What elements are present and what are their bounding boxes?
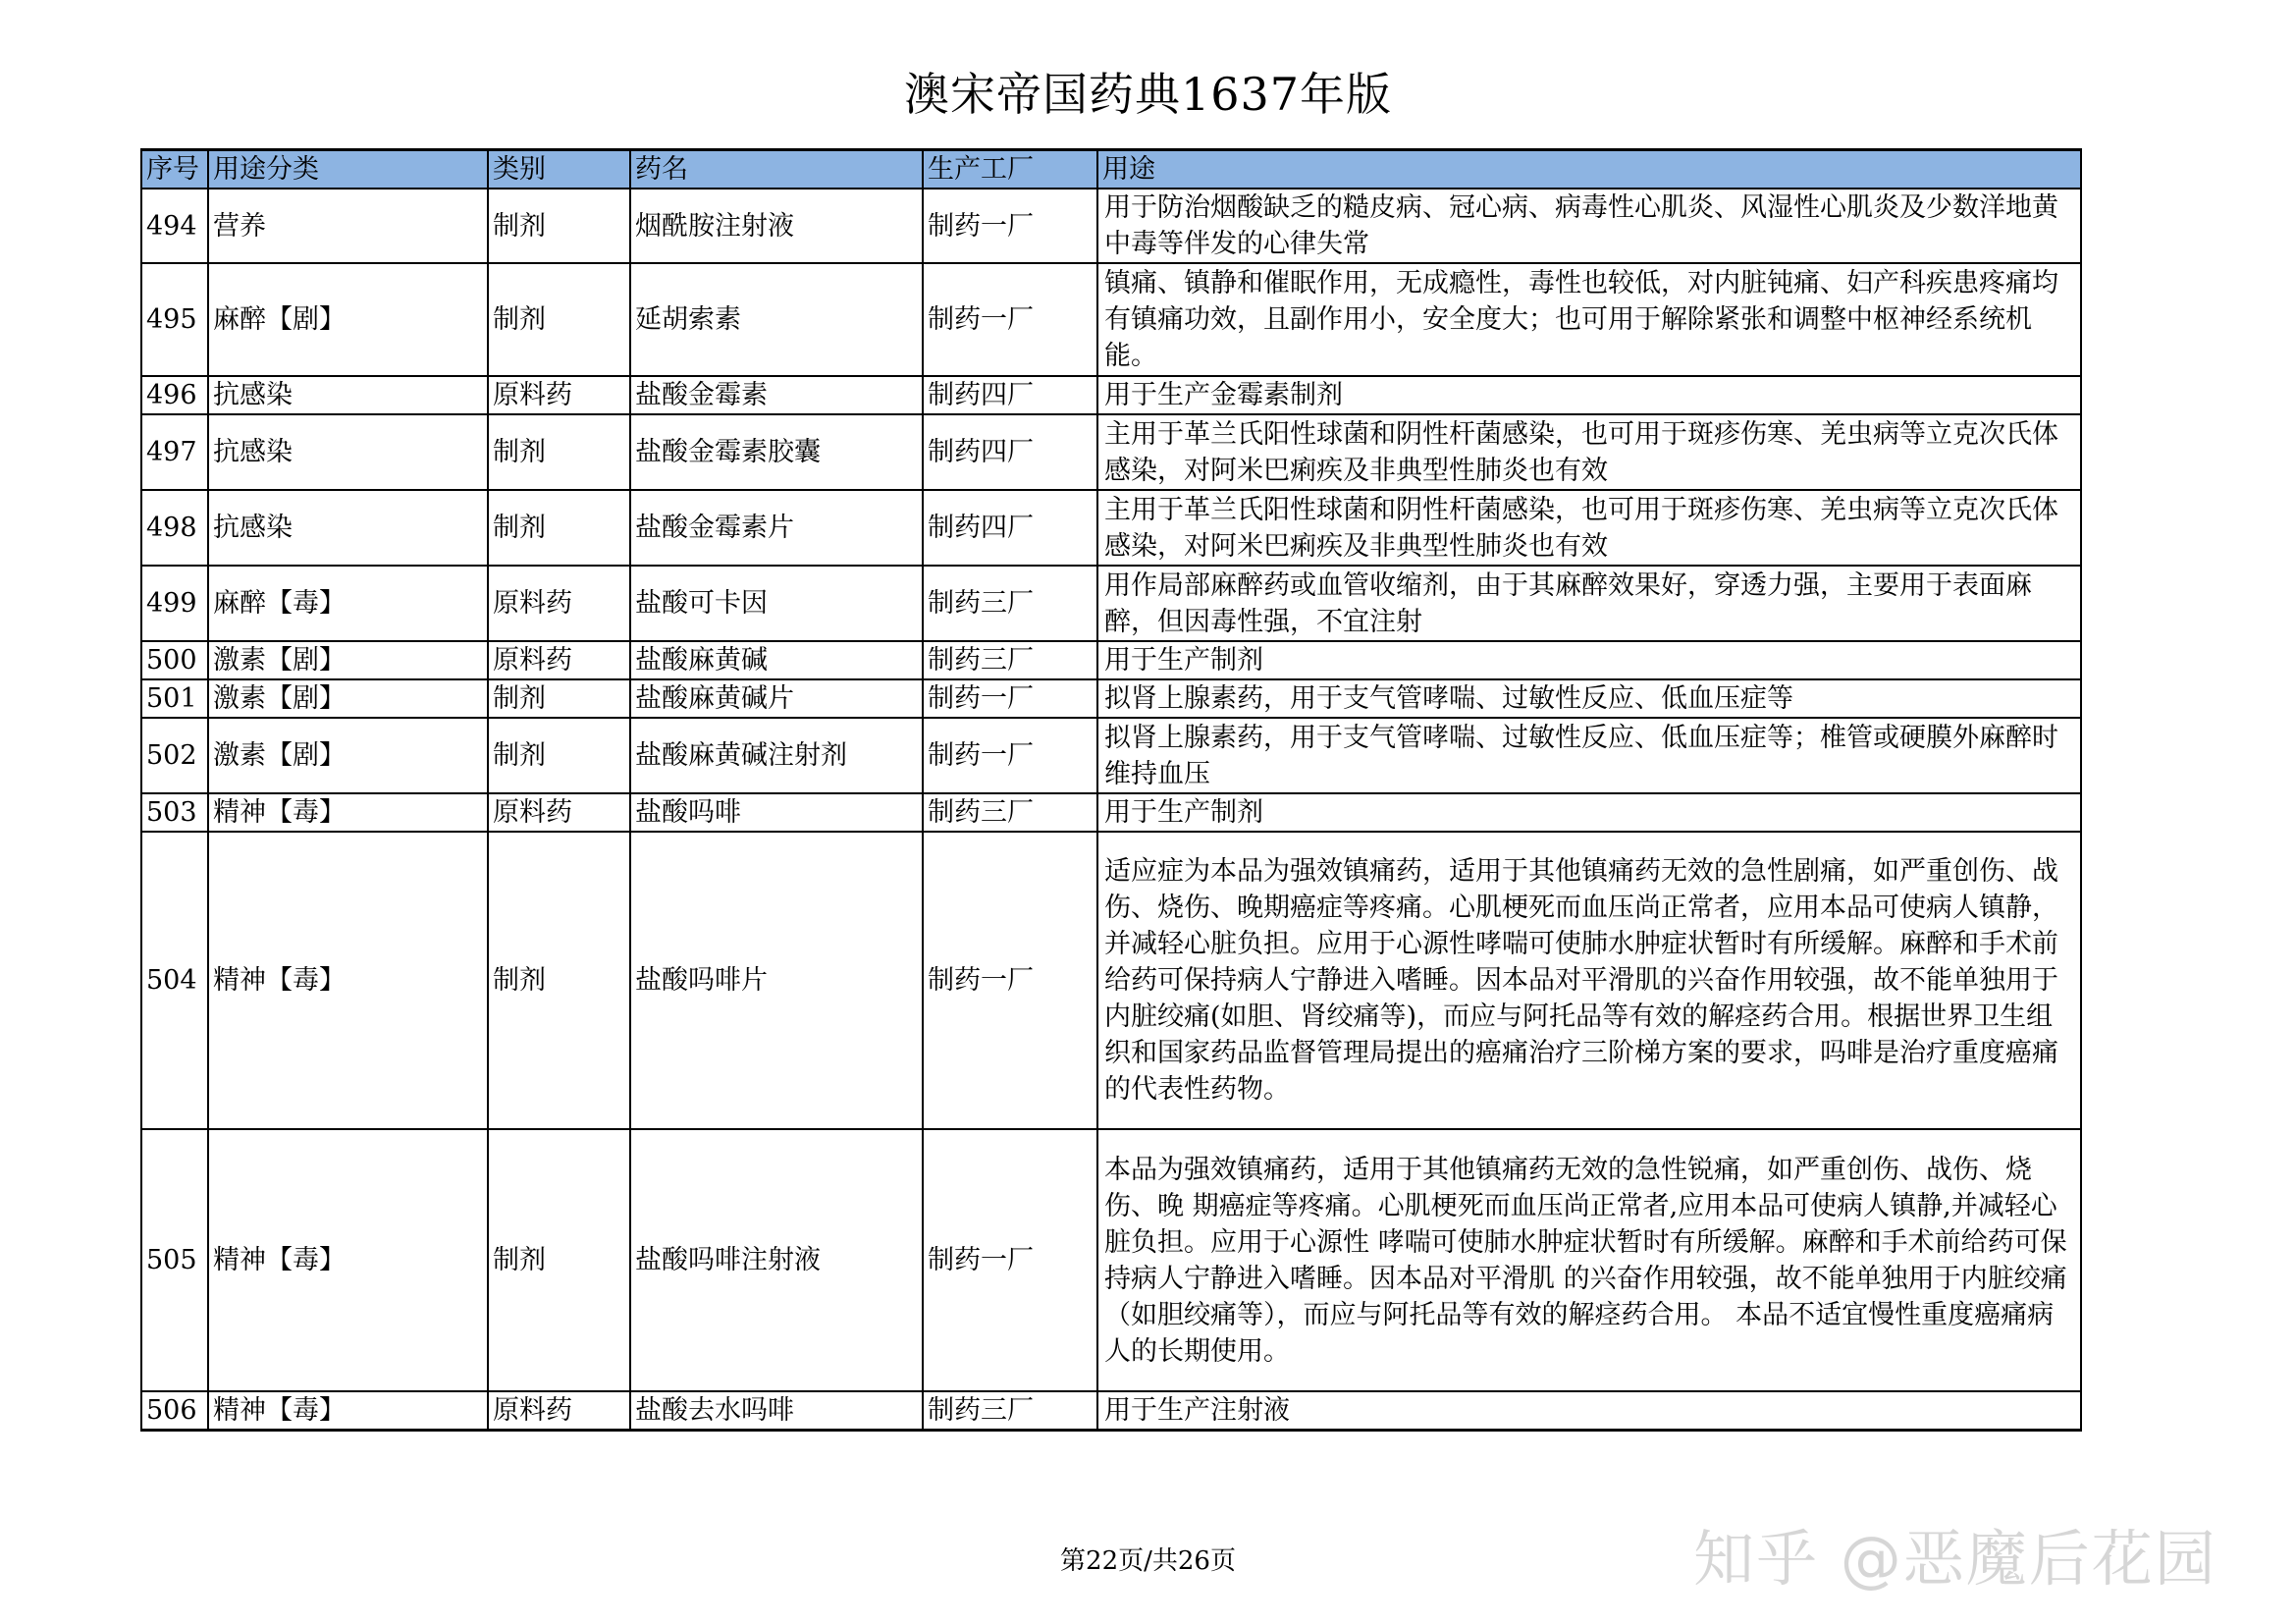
table-row bbox=[141, 263, 2081, 376]
row-factory: 制药一厂 bbox=[923, 1129, 1097, 1391]
row-use: 适应症为本品为强效镇痛药，适用于其他镇痛药无效的急性剧痛，如严重创伤、战伤、烧伤、晚期癌症等疼痛。心肌梗死而血压尚正常者，应用本品可使病人镇静，并减轻心脏负担。应用于心源性哮喘可使肺水肿症状暂时有所缓解。麻醉和手术前给药可保持病人宁静进入嗜睡。因本品对平滑肌的兴奋作用较强，故不能单独用于内脏绞痛(如胆、肾绞痛等)，而应与阿托品等有效的解痉药合用。根据世界卫生组织和国家药品监督管理局提出的癌痛治疗三阶梯方案的要求，吗啡是治疗重度癌痛的代表性药物。 bbox=[1097, 832, 2081, 1129]
row-category: 激素【剧】 bbox=[208, 718, 488, 793]
row-factory: 制药三厂 bbox=[923, 793, 1097, 832]
row-no: 495 bbox=[141, 263, 208, 376]
row-drug-name: 盐酸吗啡 bbox=[630, 793, 923, 832]
table-row bbox=[141, 641, 2081, 679]
row-type: 制剂 bbox=[488, 490, 630, 566]
row-no: 500 bbox=[141, 641, 208, 679]
table-row bbox=[141, 376, 2081, 414]
row-no: 496 bbox=[141, 376, 208, 414]
row-category: 抗感染 bbox=[208, 376, 488, 414]
row-factory: 制药四厂 bbox=[923, 490, 1097, 566]
row-type: 原料药 bbox=[488, 566, 630, 641]
row-type: 原料药 bbox=[488, 641, 630, 679]
row-type: 制剂 bbox=[488, 263, 630, 376]
row-use: 拟肾上腺素药，用于支气管哮喘、过敏性反应、低血压症等 bbox=[1097, 679, 2081, 718]
row-no: 501 bbox=[141, 679, 208, 718]
pharmacopoeia-table bbox=[140, 148, 2082, 1432]
row-use: 用于生产制剂 bbox=[1097, 793, 2081, 832]
row-drug-name: 盐酸吗啡注射液 bbox=[630, 1129, 923, 1391]
row-no: 499 bbox=[141, 566, 208, 641]
row-drug-name: 延胡索素 bbox=[630, 263, 923, 376]
row-type: 原料药 bbox=[488, 376, 630, 414]
header-drug-name: 药名 bbox=[630, 150, 923, 189]
row-use: 主用于革兰氏阳性球菌和阴性杆菌感染，也可用于斑疹伤寒、羌虫病等立克次氏体感染，对阿米巴痢疾及非典型性肺炎也有效 bbox=[1097, 490, 2081, 566]
header-category: 用途分类 bbox=[208, 150, 488, 189]
row-no: 505 bbox=[141, 1129, 208, 1391]
row-type: 原料药 bbox=[488, 793, 630, 832]
row-use: 用于生产注射液 bbox=[1097, 1391, 2081, 1431]
header-no: 序号 bbox=[141, 150, 208, 189]
row-drug-name: 盐酸金霉素胶囊 bbox=[630, 414, 923, 490]
row-category: 麻醉【毒】 bbox=[208, 566, 488, 641]
row-use: 主用于革兰氏阳性球菌和阴性杆菌感染，也可用于斑疹伤寒、羌虫病等立克次氏体感染，对阿米巴痢疾及非典型性肺炎也有效 bbox=[1097, 414, 2081, 490]
row-no: 506 bbox=[141, 1391, 208, 1431]
row-category: 抗感染 bbox=[208, 490, 488, 566]
row-drug-name: 盐酸可卡因 bbox=[630, 566, 923, 641]
row-factory: 制药四厂 bbox=[923, 376, 1097, 414]
row-category: 精神【毒】 bbox=[208, 1391, 488, 1431]
row-use: 镇痛、镇静和催眠作用，无成瘾性，毒性也较低，对内脏钝痛、妇产科疾患疼痛均有镇痛功效，且副作用小，安全度大；也可用于解除紧张和调整中枢神经系统机能。 bbox=[1097, 263, 2081, 376]
row-drug-name: 盐酸去水吗啡 bbox=[630, 1391, 923, 1431]
header-use: 用途 bbox=[1097, 150, 2081, 189]
table-row bbox=[141, 1391, 2081, 1431]
row-no: 498 bbox=[141, 490, 208, 566]
table-row bbox=[141, 414, 2081, 490]
table-row bbox=[141, 1129, 2081, 1391]
row-factory: 制药三厂 bbox=[923, 566, 1097, 641]
row-factory: 制药一厂 bbox=[923, 718, 1097, 793]
row-drug-name: 盐酸吗啡片 bbox=[630, 832, 923, 1129]
row-use: 拟肾上腺素药，用于支气管哮喘、过敏性反应、低血压症等；椎管或硬膜外麻醉时维持血压 bbox=[1097, 718, 2081, 793]
table-row bbox=[141, 679, 2081, 718]
row-type: 制剂 bbox=[488, 189, 630, 263]
row-use: 用于防治烟酸缺乏的糙皮病、冠心病、病毒性心肌炎、风湿性心肌炎及少数洋地黄中毒等伴发的心律失常 bbox=[1097, 189, 2081, 263]
row-factory: 制药一厂 bbox=[923, 832, 1097, 1129]
row-no: 503 bbox=[141, 793, 208, 832]
row-factory: 制药四厂 bbox=[923, 414, 1097, 490]
row-category: 激素【剧】 bbox=[208, 679, 488, 718]
table-row bbox=[141, 566, 2081, 641]
row-no: 497 bbox=[141, 414, 208, 490]
row-no: 494 bbox=[141, 189, 208, 263]
row-category: 精神【毒】 bbox=[208, 832, 488, 1129]
header-factory: 生产工厂 bbox=[923, 150, 1097, 189]
row-type: 制剂 bbox=[488, 718, 630, 793]
row-category: 麻醉【剧】 bbox=[208, 263, 488, 376]
row-category: 营养 bbox=[208, 189, 488, 263]
row-category: 精神【毒】 bbox=[208, 1129, 488, 1391]
table-header-row bbox=[141, 150, 2081, 189]
table-row bbox=[141, 490, 2081, 566]
row-type: 制剂 bbox=[488, 414, 630, 490]
row-drug-name: 烟酰胺注射液 bbox=[630, 189, 923, 263]
row-drug-name: 盐酸麻黄碱注射剂 bbox=[630, 718, 923, 793]
row-drug-name: 盐酸金霉素 bbox=[630, 376, 923, 414]
row-factory: 制药一厂 bbox=[923, 189, 1097, 263]
watermark: 知乎 @恶魔后花园 bbox=[1693, 1523, 2217, 1595]
table-row bbox=[141, 189, 2081, 263]
row-drug-name: 盐酸金霉素片 bbox=[630, 490, 923, 566]
row-drug-name: 盐酸麻黄碱片 bbox=[630, 679, 923, 718]
page-number-footer: 第22页/共26页 bbox=[1060, 1546, 1236, 1576]
row-no: 502 bbox=[141, 718, 208, 793]
row-factory: 制药一厂 bbox=[923, 263, 1097, 376]
table-row bbox=[141, 793, 2081, 832]
row-use: 用于生产金霉素制剂 bbox=[1097, 376, 2081, 414]
row-use: 用于生产制剂 bbox=[1097, 641, 2081, 679]
table-row bbox=[141, 718, 2081, 793]
row-use: 本品为强效镇痛药，适用于其他镇痛药无效的急性锐痛，如严重创伤、战伤、烧伤、晚 期癌症等疼痛。心肌梗死而血压尚正常者,应用本品可使病人镇静,并减轻心脏负担。应用于心源性 哮喘可使肺水肿症状暂时有所缓解。麻醉和手术前给药可保持病人宁静进入嗜睡。因本品对平滑肌 的兴奋作用较强，故不能单独用于内脏绞痛（如胆绞痛等），而应与阿托品等有效的解痉药合用。 本品不适宜慢性重度癌痛病人的长期使用。 bbox=[1097, 1129, 2081, 1391]
row-drug-name: 盐酸麻黄碱 bbox=[630, 641, 923, 679]
row-type: 原料药 bbox=[488, 1391, 630, 1431]
row-no: 504 bbox=[141, 832, 208, 1129]
table-row bbox=[141, 832, 2081, 1129]
row-factory: 制药三厂 bbox=[923, 641, 1097, 679]
row-category: 精神【毒】 bbox=[208, 793, 488, 832]
header-type: 类别 bbox=[488, 150, 630, 189]
row-type: 制剂 bbox=[488, 1129, 630, 1391]
document-title: 澳宋帝国药典1637年版 bbox=[903, 68, 1393, 121]
row-use: 用作局部麻醉药或血管收缩剂，由于其麻醉效果好，穿透力强，主要用于表面麻醉，但因毒性强，不宜注射 bbox=[1097, 566, 2081, 641]
row-type: 制剂 bbox=[488, 832, 630, 1129]
row-factory: 制药一厂 bbox=[923, 679, 1097, 718]
row-factory: 制药三厂 bbox=[923, 1391, 1097, 1431]
row-type: 制剂 bbox=[488, 679, 630, 718]
row-category: 抗感染 bbox=[208, 414, 488, 490]
row-category: 激素【剧】 bbox=[208, 641, 488, 679]
